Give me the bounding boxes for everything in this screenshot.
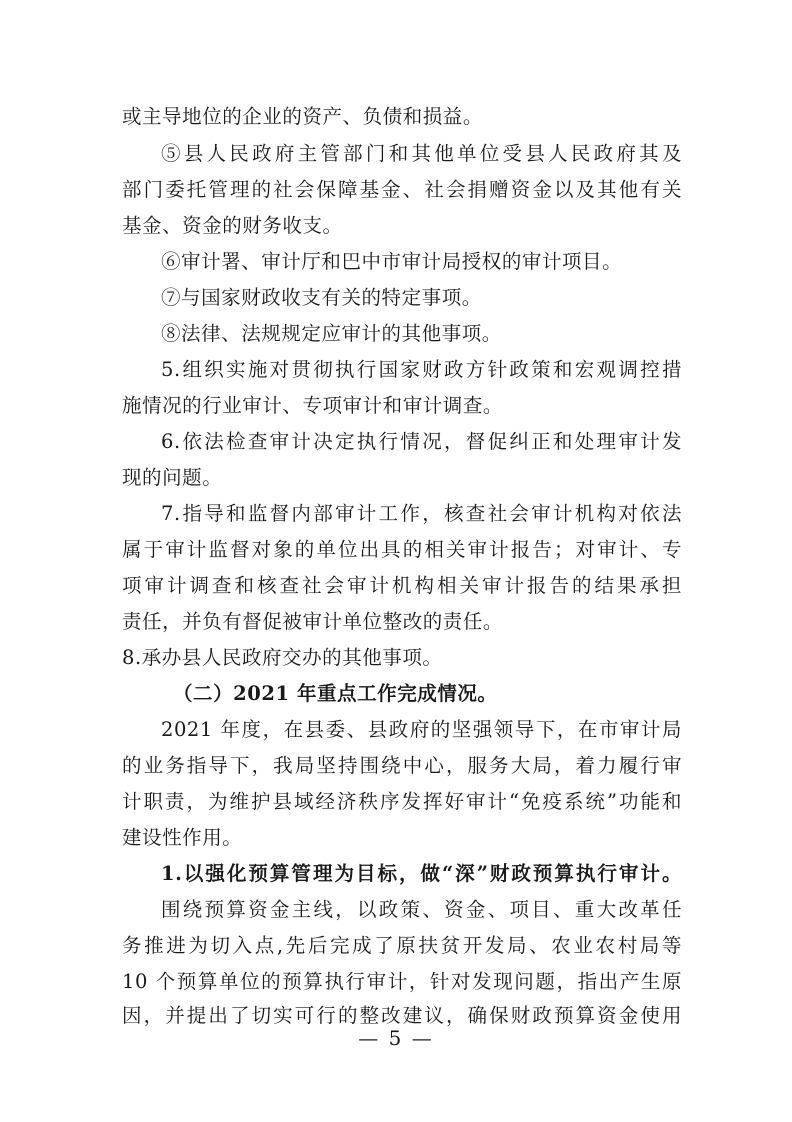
text-line-19: 的业务指导下，我局坚持围绕中心，服务大局，着力履行审 bbox=[122, 754, 682, 777]
page-number: — 5 — bbox=[358, 1026, 434, 1050]
text-line-3: 部门委托管理的社会保障基金、社会捐赠资金以及其他有关 bbox=[122, 178, 682, 201]
text-line-15: 责任，并负有督促被审计单位整改的责任。 bbox=[122, 610, 503, 633]
text-line-14: 项审计调查和核查社会审计机构相关审计报告的结果承担 bbox=[122, 574, 682, 597]
text-line-7: ⑧法律、法规规定应审计的其他事项。 bbox=[161, 322, 502, 345]
section-heading: （二）2021 年重点工作完成情况。 bbox=[173, 682, 498, 705]
text-line-24: 务推进为切入点,先后完成了原扶贫开发局、农业农村局等 bbox=[122, 934, 682, 957]
text-line-4: 基金、资金的财务收支。 bbox=[122, 214, 343, 237]
text-line-18: 2021 年度，在县委、县政府的坚强领导下，在市审计局 bbox=[161, 718, 682, 741]
text-line-5: ⑥审计署、审计厅和巴中市审计局授权的审计项目。 bbox=[161, 250, 623, 273]
text-line-11: 现的问题。 bbox=[122, 466, 223, 489]
text-line-13: 属于审计监督对象的单位出具的相关审计报告；对审计、专 bbox=[122, 538, 682, 561]
text-line-21: 建设性作用。 bbox=[122, 826, 243, 849]
text-line-2: ⑤县人民政府主管部门和其他单位受县人民政府其及 bbox=[161, 142, 682, 165]
text-line-12: 7.指导和监督内部审计工作，核查社会审计机构对依法 bbox=[161, 502, 682, 525]
text-line-6: ⑦与国家财政收支有关的特定事项。 bbox=[161, 286, 482, 309]
text-line-1: 或主导地位的企业的资产、负债和损益。 bbox=[122, 105, 483, 128]
text-line-8: 5.组织实施对贯彻执行国家财政方针政策和宏观调控措 bbox=[161, 358, 682, 381]
text-line-20: 计职责，为维护县域经济秩序发挥好审计“免疫系统”功能和 bbox=[122, 790, 682, 813]
text-line-23: 围绕预算资金主线，以政策、资金、项目、重大改革任 bbox=[161, 898, 682, 921]
subsection-heading: 1.以强化预算管理为目标，做“深”财政预算执行审计。 bbox=[161, 862, 682, 885]
text-line-25: 10 个预算单位的预算执行审计，针对发现问题，指出产生原 bbox=[122, 970, 682, 993]
text-line-16: 8.承办县人民政府交办的其他事项。 bbox=[122, 646, 443, 669]
text-line-26: 因，并提出了切实可行的整改建议，确保财政预算资金使用 bbox=[122, 1004, 682, 1027]
text-line-9: 施情况的行业审计、专项审计和审计调查。 bbox=[122, 394, 503, 417]
text-line-10: 6.依法检查审计决定执行情况，督促纠正和处理审计发 bbox=[161, 430, 682, 453]
